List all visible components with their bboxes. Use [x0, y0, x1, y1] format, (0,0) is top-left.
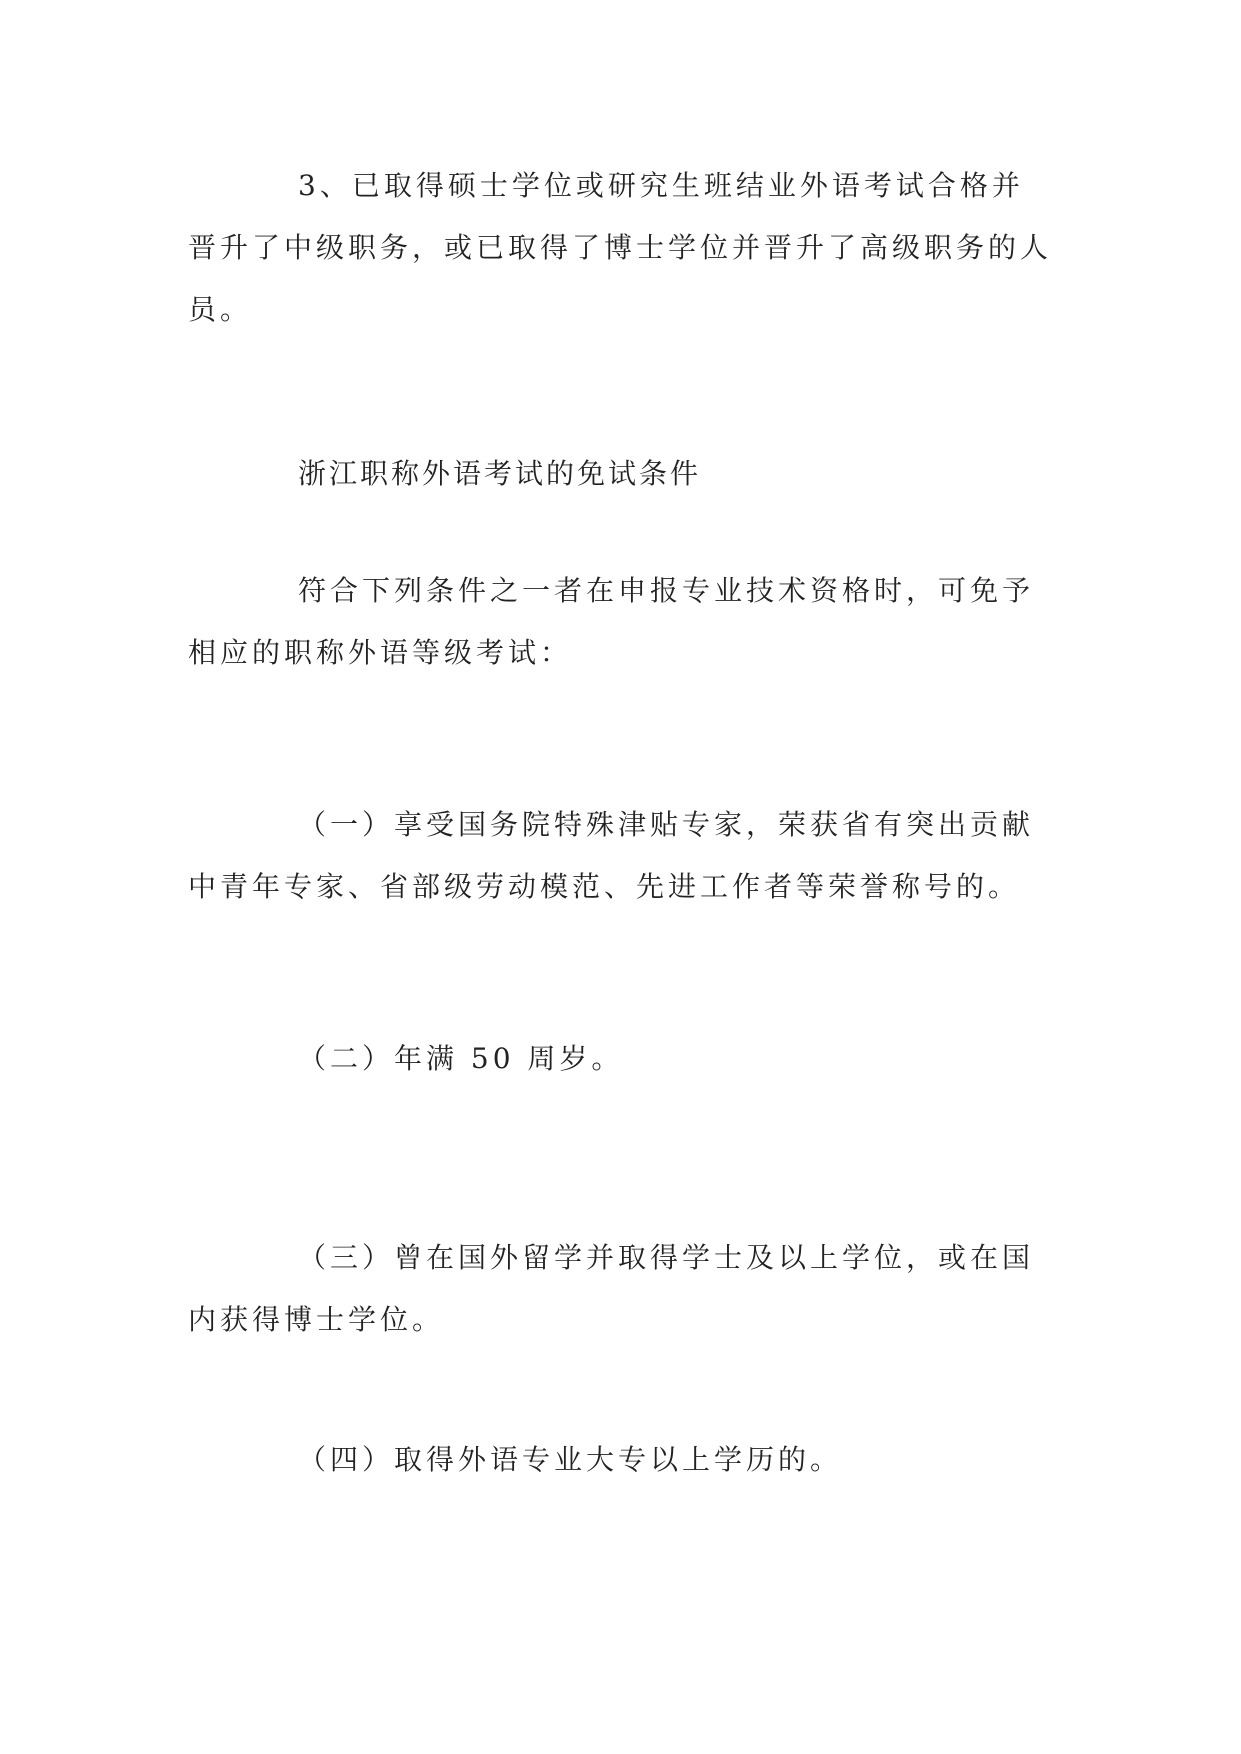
paragraph-condition-4: （四）取得外语专业大专以上学历的。: [298, 1443, 843, 1476]
paragraph-condition-2: （二）年满 50 周岁。: [298, 1042, 624, 1075]
paragraph-condition-3: （三）曾在国外留学并取得学士及以上学位，或在国内获得博士学位。: [188, 1241, 1035, 1336]
paragraph-intro: 符合下列条件之一者在申报专业技术资格时，可免予相应的职称外语等级考试：: [188, 574, 1035, 669]
paragraph-item-3: 3、已取得硕士学位或研究生班结业外语考试合格并晋升了中级职务，或已取得了博士学位并晋升了高级职务的人员。: [188, 169, 1053, 326]
paragraph-condition-1: （一）享受国务院特殊津贴专家，荣获省有突出贡献中青年专家、省部级劳动模范、先进工作者等荣誉称号的。: [188, 808, 1035, 903]
section-heading: 浙江职称外语考试的免试条件: [298, 457, 702, 490]
